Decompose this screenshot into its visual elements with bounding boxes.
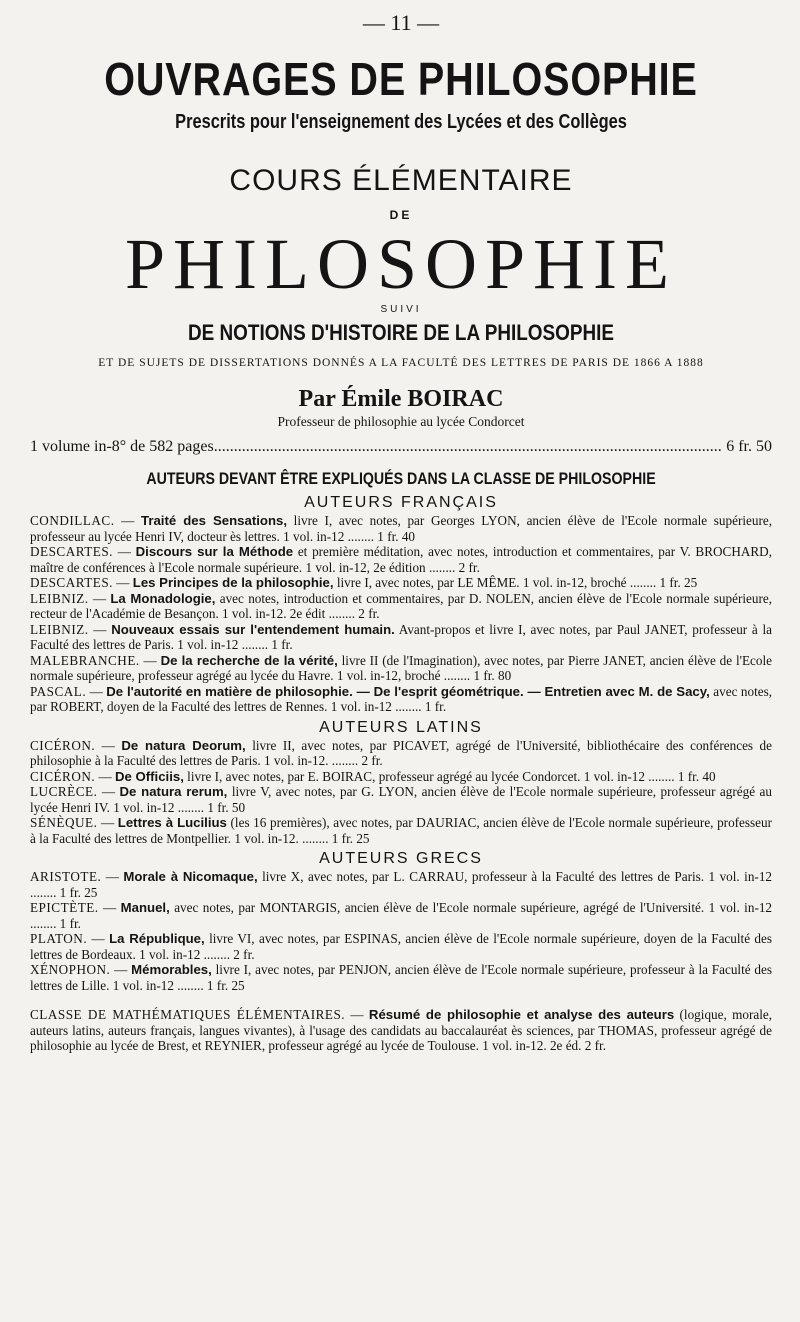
entry-author: LEIBNIZ. <box>30 590 89 606</box>
entry-description: livre V, avec notes, par G. LYON, ancien élève de l'Ecole normale supérieure, professeur agrégé au lycée Henri IV. 1 vol. in-12 <box>30 784 772 815</box>
entry-description: livre I, avec notes, par LE MÊME. 1 vol. in-12, broché <box>336 575 627 590</box>
book-heading-sujets: ET DE SUJETS DE DISSERTATIONS DONNÉS A LA FACULTÉ DES LETTRES DE PARIS DE 1866 A 1888 <box>98 357 704 369</box>
dot-leader: ........ <box>391 699 425 714</box>
entry-price: 1 fr. <box>271 637 293 652</box>
book-heading-cours: COURS ÉLÉMENTAIRE <box>229 164 573 197</box>
entry-work-title: Manuel, <box>120 900 170 915</box>
entry-author: CICÉRON. <box>30 768 96 784</box>
entry-author: PLATON. <box>30 931 88 946</box>
catalog-entry: CICÉRON. — De natura Deorum, livre II, avec notes, par PICAVET, agrégé de l'Université, bibliothécaire des conférences de philosophie à la Faculté des lettres de Paris. 1 vol. in-12. ........ 2 fr. <box>30 737 772 768</box>
entry-author: CONDILLAC. <box>30 513 115 528</box>
book-author-description: Professeur de philosophie au lycée Condorcet <box>277 414 525 429</box>
book-heading-philosophie: PHILOSOPHIE <box>124 224 678 304</box>
dot-leader: ........ <box>644 768 678 784</box>
entry-price: 1 fr. 40 <box>377 528 416 544</box>
section-heading: AUTEURS GRECS <box>319 850 483 867</box>
book-volume-line <box>30 436 772 458</box>
entry-work-title: La République, <box>109 931 205 946</box>
dot-leader: ........ <box>298 830 332 846</box>
entry-author: CICÉRON. <box>30 737 96 753</box>
catalog-entry: XÉNOPHON. — Mémorables, livre I, avec notes, par PENJON, ancien élève de l'Ecole normale supérieure, professeur à la Faculté des lettres de Lille. 1 vol. in-12 ........ 1 fr. 25 <box>30 962 773 993</box>
entry-description: livre I, avec notes, par Georges LYON, ancien élève de l'Ecole normale supérieure, professeur au lycée Henri IV, docteur ès lettres. 1 vol. in-12 <box>30 513 773 544</box>
entry-work-title: De l'autorité en matière de philosophie. — De l'esprit géométrique. — Entretien avec M. de Sacy, <box>106 683 710 699</box>
entry-author: XÉNOPHON. <box>30 962 111 977</box>
catalog-entry: CICÉRON. — De Officiis, livre I, avec notes, par E. BOIRAC, professeur agrégé au lycée Condorcet. 1 vol. in-12 ........ 1 fr. 40 <box>30 768 716 784</box>
entry-price: 1 fr. 80 <box>473 668 512 683</box>
entry-author: SÉNÈQUE. <box>30 815 98 830</box>
entry-price: 2 fr. <box>233 946 255 962</box>
dot-leader: ........ <box>174 799 208 815</box>
book-heading-suivi: SUIVI <box>380 304 422 315</box>
dot-leader <box>214 436 723 458</box>
entry-description: livre II (de l'Imagination), avec notes, par Pierre JANET, ancien élève de l'Ecole normale supérieure, professeur agrégé au lycée du Havre. 1 vol. in-12, broché <box>30 652 773 683</box>
auteurs-heading: AUTEURS DEVANT ÊTRE EXPLIQUÉS DANS LA CLASSE DE PHILOSOPHIE <box>146 470 656 488</box>
catalog-entry: LUCRÈCE. — De natura rerum, livre V, avec notes, par G. LYON, ancien élève de l'Ecole normale supérieure, professeur agrégé au lycée Henri IV. 1 vol. in-12 ........ 1 fr. 50 <box>30 784 772 815</box>
catalog-entry: DESCARTES. — Discours sur la Méthode et première méditation, avec notes, introduction et commentaires, par V. BROCHARD, maître de conférences à l'Ecole normale supérieure. 1 vol. in-12, 2e édition ........ 2 fr. <box>30 544 773 575</box>
entry-price: 2 fr. <box>358 606 380 621</box>
entry-description: livre VI, avec notes, par ESPINAS, ancien élève de l'Ecole normale supérieure, doyen de la Faculté des lettres de Bordeaux. 1 vol. in-12 <box>30 931 773 962</box>
entry-work-title: Lettres à Lucilius <box>117 815 227 830</box>
entry-work-title: De natura rerum, <box>119 784 228 799</box>
entry-author: LEIBNIZ. <box>30 621 89 637</box>
entry-description: avec notes, par MONTARGIS, ancien élève de l'Ecole normale supérieure, agrégé de l'Université. 1 vol. in-12 <box>174 900 773 915</box>
catalog-entry: EPICTÈTE. — Manuel, avec notes, par MONTARGIS, ancien élève de l'Ecole normale supérieure, agrégé de l'Université. 1 vol. in-12 ........ 1 fr. <box>30 900 773 931</box>
entry-description: et première méditation, avec notes, introduction et commentaires, par V. BROCHARD, maître de conférences à l'Ecole normale supérieure. 1 vol. in-12, 2e édition <box>30 544 773 575</box>
catalog-entry: CONDILLAC. — Traité des Sensations, livre I, avec notes, par Georges LYON, ancien élève de l'Ecole normale supérieure, professeur au lycée Henri IV, docteur ès lettres. 1 vol. in-12 ........ 1 fr. 40 <box>30 513 773 544</box>
classe-label: CLASSE DE MATHÉMATIQUES ÉLÉMENTAIRES. <box>30 1007 346 1022</box>
entry-work-title: Discours sur la Méthode <box>135 544 294 559</box>
entry-description: livre I, avec notes, par E. BOIRAC, professeur agrégé au lycée Condorcet. 1 vol. in-12 <box>187 768 645 784</box>
dot-leader: ........ <box>30 884 60 900</box>
entry-description: Avant-propos et livre I, avec notes, par Paul JANET, professeur à la Faculté des lettres de Paris. 1 vol. in-12 <box>30 621 772 652</box>
entry-work-title: De natura Deorum, <box>121 737 246 753</box>
entry-author: DESCARTES. <box>30 544 113 559</box>
entry-author: EPICTÈTE. <box>30 900 99 915</box>
page-title: OUVRAGES DE PHILOSOPHIE <box>104 53 698 105</box>
dot-leader: ........ <box>325 606 359 621</box>
entry-price: 2 fr. <box>361 753 383 768</box>
catalog-entry: ARISTOTE. — Morale à Nicomaque, livre X, avec notes, par L. CARRAU, professeur à la Faculté des lettres de Paris. 1 vol. in-12 ........ 1 fr. 25 <box>30 869 773 900</box>
catalog-entry: PLATON. — La République, livre VI, avec notes, par ESPINAS, ancien élève de l'Ecole normale supérieure, doyen de la Faculté des lettres de Bordeaux. 1 vol. in-12 ........ 2 fr. <box>30 931 773 962</box>
classe-entry: CLASSE DE MATHÉMATIQUES ÉLÉMENTAIRES. — Résumé de philosophie et analyse des auteurs (logique, morale, auteurs latins, auteurs français, langues vivantes), à l'usage des candidats au baccalauréat ès sciences, par THOMAS, professeur agrégé de philosophie au lycée de Brest, et REYNIER, professeur agrégé au lycée de Toulouse. 1 vol. in-12. 2e éd. 2 fr. <box>30 1007 773 1053</box>
catalog-entry: MALEBRANCHE. — De la recherche de la vérité, livre II (de l'Imagination), avec notes, par Pierre JANET, ancien élève de l'Ecole normale supérieure, professeur agrégé au lycée du Havre. 1 vol. in-12, broché ........ 1 fr. 80 <box>30 652 773 683</box>
entry-price: 2 fr. <box>458 559 480 575</box>
book-heading-notions: DE NOTIONS D'HISTOIRE DE LA PHILOSOPHIE <box>187 320 615 345</box>
dot-leader: ........ <box>626 575 660 590</box>
entry-author: DESCARTES. <box>30 575 113 590</box>
author-sections <box>30 493 772 993</box>
entry-description: avec notes, introduction et commentaires, par D. NOLEN, ancien élève de l'Ecole normale supérieure, recteur de l'Académie de Besançon. 1 vol. in-12. 2e édit <box>30 590 773 621</box>
entry-work-title: Morale à Nicomaque, <box>123 869 258 884</box>
section-heading: AUTEURS LATINS <box>319 718 483 736</box>
catalog-entry: LEIBNIZ. — Nouveaux essais sur l'entendement humain. Avant-propos et livre I, avec notes, par Paul JANET, professeur à la Faculté des lettres de Paris. 1 vol. in-12 ........ 1 fr. <box>30 621 772 652</box>
entry-description: avec notes, par ROBERT, doyen de la Faculté des lettres de Rennes. 1 vol. in-12 <box>30 683 773 714</box>
catalog-entry: PASCAL. — De l'autorité en matière de philosophie. — De l'esprit géométrique. — Entretien avec M. de Sacy, avec notes, par ROBERT, doyen de la Faculté des lettres de Rennes. 1 vol. in-12 ........ 1 fr. <box>30 683 773 714</box>
entry-price: 1 fr. 40 <box>677 768 716 784</box>
entry-description: (les 16 premières), avec notes, par DAURIAC, ancien élève de l'Ecole normale supérieure, professeur à la Faculté des lettres de Montpellier. 1 vol. in-12. <box>30 815 773 846</box>
book-volume: 1 volume in-8° de 582 pages <box>30 438 214 455</box>
entry-work-title: De Officiis, <box>114 768 184 784</box>
entry-description: livre X, avec notes, par L. CARRAU, professeur à la Faculté des lettres de Paris. 1 vol. in-12 <box>262 869 773 884</box>
dot-leader: ........ <box>238 637 272 652</box>
classe-price: 2 fr. <box>584 1038 606 1053</box>
entry-price: 1 fr. 25 <box>331 830 370 846</box>
book-author: Par Émile BOIRAC <box>298 386 504 412</box>
entry-description: livre II, avec notes, par PICAVET, agrégé de l'Université, bibliothécaire des conférences de philosophie à la Faculté des lettres de Paris. 1 vol. in-12. <box>30 737 772 768</box>
entry-work-title: Nouveaux essais sur l'entendement humain. <box>111 621 395 637</box>
entry-price: 1 fr. 50 <box>207 799 246 815</box>
entry-price: 1 fr. 25 <box>59 884 98 900</box>
entry-price: 1 fr. <box>424 699 447 714</box>
dot-leader: ........ <box>344 528 378 544</box>
book-heading-de: DE <box>389 208 413 222</box>
dot-leader: ........ <box>30 915 60 931</box>
classe-work-title: Résumé de philosophie et analyse des auteurs <box>368 1007 675 1022</box>
entry-price: 1 fr. 25 <box>659 575 698 590</box>
entry-work-title: Mémorables, <box>131 962 212 977</box>
dot-leader: ........ <box>328 753 362 768</box>
catalog-entry: DESCARTES. — Les Principes de la philosophie, livre I, avec notes, par LE MÊME. 1 vol. in-12, broché ........ 1 fr. 25 <box>30 575 698 590</box>
catalog-entry: SÉNÈQUE. — Lettres à Lucilius (les 16 premières), avec notes, par DAURIAC, ancien élève de l'Ecole normale supérieure, professeur à la Faculté des lettres de Montpellier. 1 vol. in-12. ........ 1 fr. 25 <box>30 815 773 846</box>
entry-price: 1 fr. 25 <box>206 977 245 993</box>
entry-work-title: La Monadologie, <box>110 590 216 606</box>
dot-leader: ........ <box>200 946 234 962</box>
entry-author: MALEBRANCHE. <box>30 652 140 668</box>
entry-work-title: Traité des Sensations, <box>141 513 287 528</box>
dot-leader: ........ <box>440 668 474 683</box>
classe-description: (logique, morale, auteurs latins, auteurs français, langues vivantes), à l'usage des candidats au baccalauréat ès sciences, par THOMAS, professeur agrégé de philosophie au lycée de Brest, et REYNIER, professeur agrégé au lycée de Toulouse. 1 vol. in-12. 2e éd. <box>30 1007 773 1053</box>
dot-leader: ........ <box>173 977 207 993</box>
page-number: — 11 — <box>362 10 440 35</box>
entry-author: PASCAL. <box>30 683 87 699</box>
page-subtitle: Prescrits pour l'enseignement des Lycées et des Collèges <box>175 111 627 133</box>
entry-author: LUCRÈCE. <box>30 784 98 799</box>
catalog-entry: LEIBNIZ. — La Monadologie, avec notes, introduction et commentaires, par D. NOLEN, ancien élève de l'Ecole normale supérieure, recteur de l'Académie de Besançon. 1 vol. in-12. 2e édit ........ 2 fr. <box>30 590 773 621</box>
dot-leader: ........ <box>425 559 459 575</box>
section-heading: AUTEURS FRANÇAIS <box>304 494 498 511</box>
entry-work-title: De la recherche de la vérité, <box>160 652 338 668</box>
book-price: 6 fr. 50 <box>726 438 772 455</box>
entry-author: ARISTOTE. <box>30 869 102 884</box>
entry-description: livre I, avec notes, par PENJON, ancien élève de l'Ecole normale supérieure, professeur à la Faculté des lettres de Lille. 1 vol. in-12 <box>30 962 773 993</box>
entry-price: 1 fr. <box>59 915 81 931</box>
entry-work-title: Les Principes de la philosophie, <box>132 575 334 590</box>
